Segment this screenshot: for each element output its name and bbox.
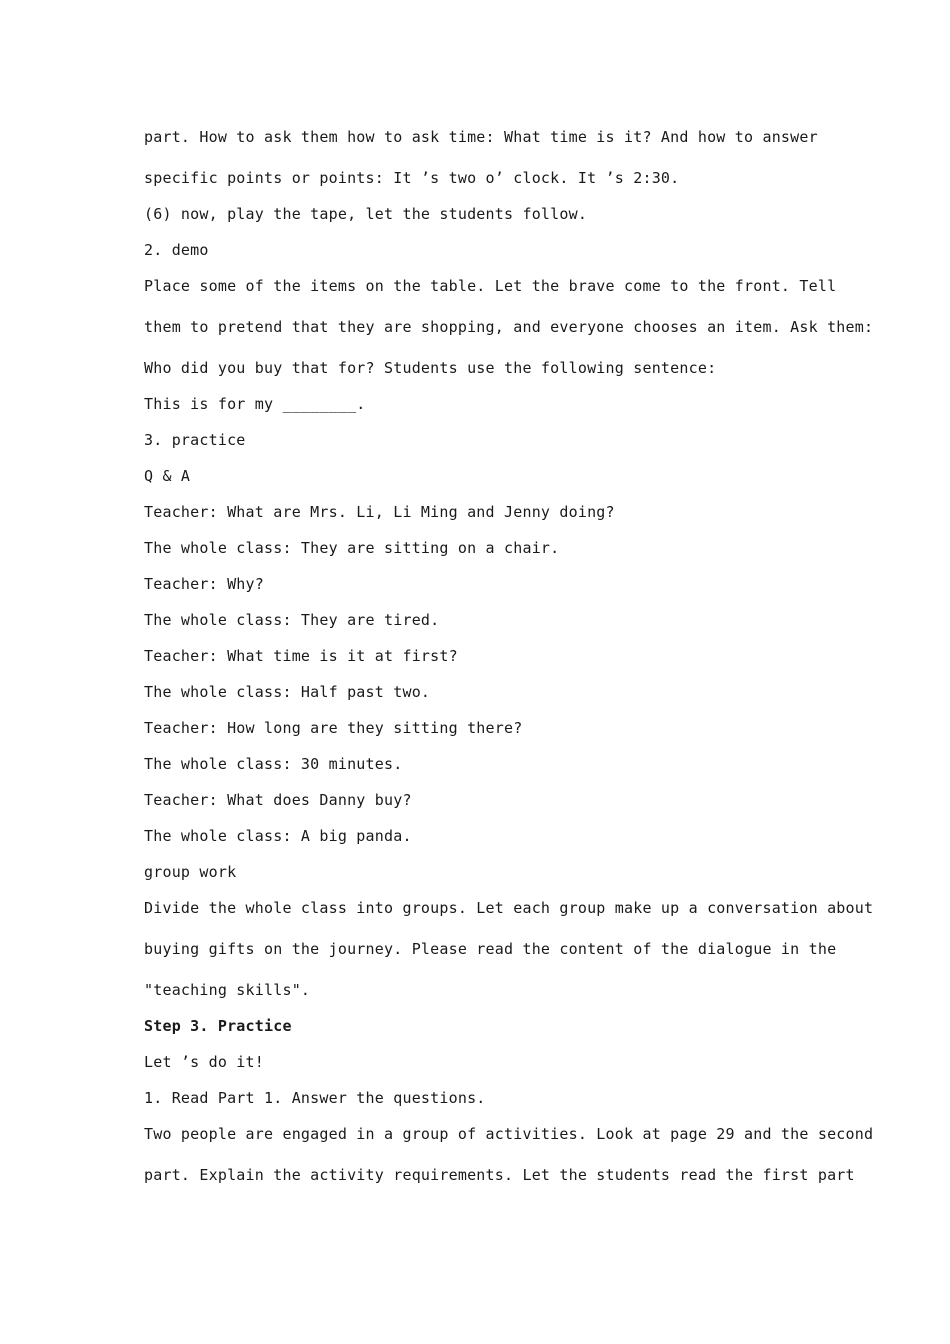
text-line: 1. Read Part 1. Answer the questions. — [144, 1089, 486, 1107]
text-line: part. How to ask them how to ask time: What time is it? And how to answer — [144, 128, 818, 146]
dialogue-line: Teacher: How long are they sitting there? — [144, 719, 523, 737]
text-line: buying gifts on the journey. Please read the content of the dialogue in the — [144, 940, 837, 958]
text-line: "teaching skills". — [144, 981, 311, 999]
text-line: specific points or points: It ’s two o’ clock. It ’s 2:30. — [144, 169, 680, 187]
text-line: Divide the whole class into groups. Let each group make up a conversation about — [144, 899, 874, 917]
dialogue-line: The whole class: 30 minutes. — [144, 755, 403, 773]
dialogue-line: Teacher: What are Mrs. Li, Li Ming and Jenny doing? — [144, 503, 615, 521]
text-line: them to pretend that they are shopping, and everyone chooses an item. Ask them: — [144, 318, 874, 336]
text-line: Who did you buy that for? Students use the following sentence: — [144, 359, 717, 377]
dialogue-line: The whole class: Half past two. — [144, 683, 431, 701]
text-line: This is for my ________. — [144, 395, 366, 413]
dialogue-line: The whole class: A big panda. — [144, 827, 412, 845]
dialogue-line: Teacher: Why? — [144, 575, 264, 593]
section-heading: 2. demo — [144, 241, 209, 259]
step-heading: Step 3. Practice — [144, 1017, 292, 1035]
section-heading: 3. practice — [144, 431, 246, 449]
text-line: group work — [144, 863, 237, 881]
text-line: Place some of the items on the table. Let the brave come to the front. Tell — [144, 277, 837, 295]
text-line: Q & A — [144, 467, 191, 485]
dialogue-line: Teacher: What time is it at first? — [144, 647, 458, 665]
dialogue-line: Teacher: What does Danny buy? — [144, 791, 412, 809]
dialogue-line: The whole class: They are sitting on a chair. — [144, 539, 560, 557]
dialogue-line: The whole class: They are tired. — [144, 611, 440, 629]
text-line: part. Explain the activity requirements. Let the students read the first part — [144, 1166, 855, 1184]
text-line: Let ’s do it! — [144, 1053, 264, 1071]
text-line: Two people are engaged in a group of activities. Look at page 29 and the second — [144, 1125, 874, 1143]
text-line: (6) now, play the tape, let the students follow. — [144, 205, 588, 223]
